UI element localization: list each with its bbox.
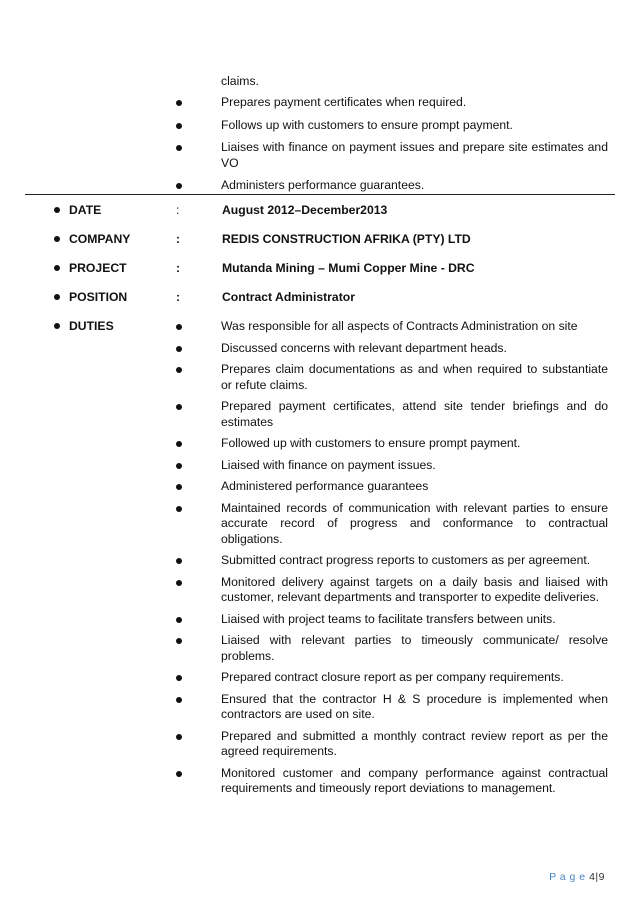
- field-label: DATE: [69, 203, 102, 217]
- bullet-icon: [176, 463, 182, 469]
- field-value: Mutanda Mining – Mumi Copper Mine - DRC: [222, 261, 475, 275]
- duty-item: Discussed concerns with relevant department heads.: [0, 341, 638, 357]
- bullet-icon: [176, 367, 182, 373]
- field-value: Contract Administrator: [222, 290, 355, 304]
- list-item: Administers performance guarantees.: [0, 178, 638, 194]
- top-bullet-list: [0, 95, 638, 194]
- field-label: DUTIES: [69, 319, 114, 333]
- field-colon: :: [176, 290, 181, 304]
- field-label: PROJECT: [69, 261, 127, 275]
- section-divider: [25, 194, 615, 195]
- bullet-icon: [176, 617, 182, 623]
- field-position: [0, 289, 638, 305]
- bullet-icon: [176, 697, 182, 703]
- list-item: Liaises with finance on payment issues and prepare site estimates and VO: [0, 140, 638, 171]
- duty-item: Was responsible for all aspects of Contracts Administration on site: [0, 319, 638, 335]
- bullet-icon: [54, 265, 60, 271]
- field-project: [0, 260, 638, 276]
- field-colon: :: [176, 203, 180, 217]
- duty-item: Prepared payment certificates, attend site tender briefings and do estimates: [0, 399, 638, 430]
- bullet-icon: [176, 580, 182, 586]
- duty-item: Prepared and submitted a monthly contract review report as per the agreed requirements.: [0, 729, 638, 760]
- field-label: POSITION: [69, 290, 128, 304]
- duty-item: Liaised with project teams to facilitate transfers between units.: [0, 612, 638, 628]
- bullet-icon: [54, 236, 60, 242]
- continuation-text: claims.: [221, 74, 259, 88]
- bullet-icon: [176, 346, 182, 352]
- bullet-icon: [176, 506, 182, 512]
- duty-item: Monitored delivery against targets on a daily basis and liaised with customer, relevant departments and transporter to expedite deliveries.: [0, 575, 638, 606]
- duty-item: Administered performance guarantees: [0, 479, 638, 495]
- field-colon: :: [176, 232, 181, 246]
- page-separator: |: [595, 871, 599, 883]
- bullet-icon: [176, 734, 182, 740]
- bullet-icon: [176, 183, 182, 189]
- duty-item: Followed up with customers to ensure prompt payment.: [0, 436, 638, 452]
- duty-item: Liaised with relevant parties to timeously communicate/ resolve problems.: [0, 633, 638, 664]
- duty-item: Prepares claim documentations as and when required to substantiate or refute claims.: [0, 362, 638, 393]
- page-total: 9: [598, 871, 605, 883]
- bullet-icon: [176, 145, 182, 151]
- bullet-icon: [176, 441, 182, 447]
- duty-item: Ensured that the contractor H & S procedure is implemented when contractors are used on site.: [0, 692, 638, 723]
- bullet-icon: [176, 123, 182, 129]
- bullet-icon: [54, 294, 60, 300]
- field-value: August 2012–December2013: [222, 203, 388, 217]
- page-number: 4: [589, 871, 596, 883]
- bullet-icon: [176, 558, 182, 564]
- bullet-icon: [176, 675, 182, 681]
- page-word: P a g e: [549, 871, 586, 883]
- list-item: Prepares payment certificates when required.: [0, 95, 638, 111]
- page-footer: [549, 871, 605, 883]
- list-item: Follows up with customers to ensure prompt payment.: [0, 118, 638, 134]
- field-value: REDIS CONSTRUCTION AFRIKA (PTY) LTD: [222, 232, 471, 246]
- bullet-icon: [176, 771, 182, 777]
- field-label: COMPANY: [69, 232, 131, 246]
- bullet-icon: [176, 638, 182, 644]
- duties-list: [0, 319, 638, 797]
- duty-item: Liaised with finance on payment issues.: [0, 458, 638, 474]
- bullet-icon: [176, 404, 182, 410]
- field-colon: :: [176, 261, 181, 275]
- field-date: [0, 202, 638, 218]
- duty-item: Maintained records of communication with relevant parties to ensure accurate record of progress and conformance to contractual obligations.: [0, 501, 638, 548]
- bullet-icon: [54, 207, 60, 213]
- field-company: [0, 231, 638, 247]
- duty-item: Monitored customer and company performance against contractual requirements and timeously report deviations to management.: [0, 766, 638, 797]
- bullet-icon: [176, 484, 182, 490]
- bullet-icon: [176, 324, 182, 330]
- bullet-icon: [176, 100, 182, 106]
- duty-item: Submitted contract progress reports to customers as per agreement.: [0, 553, 638, 569]
- duty-item: Prepared contract closure report as per company requirements.: [0, 670, 638, 686]
